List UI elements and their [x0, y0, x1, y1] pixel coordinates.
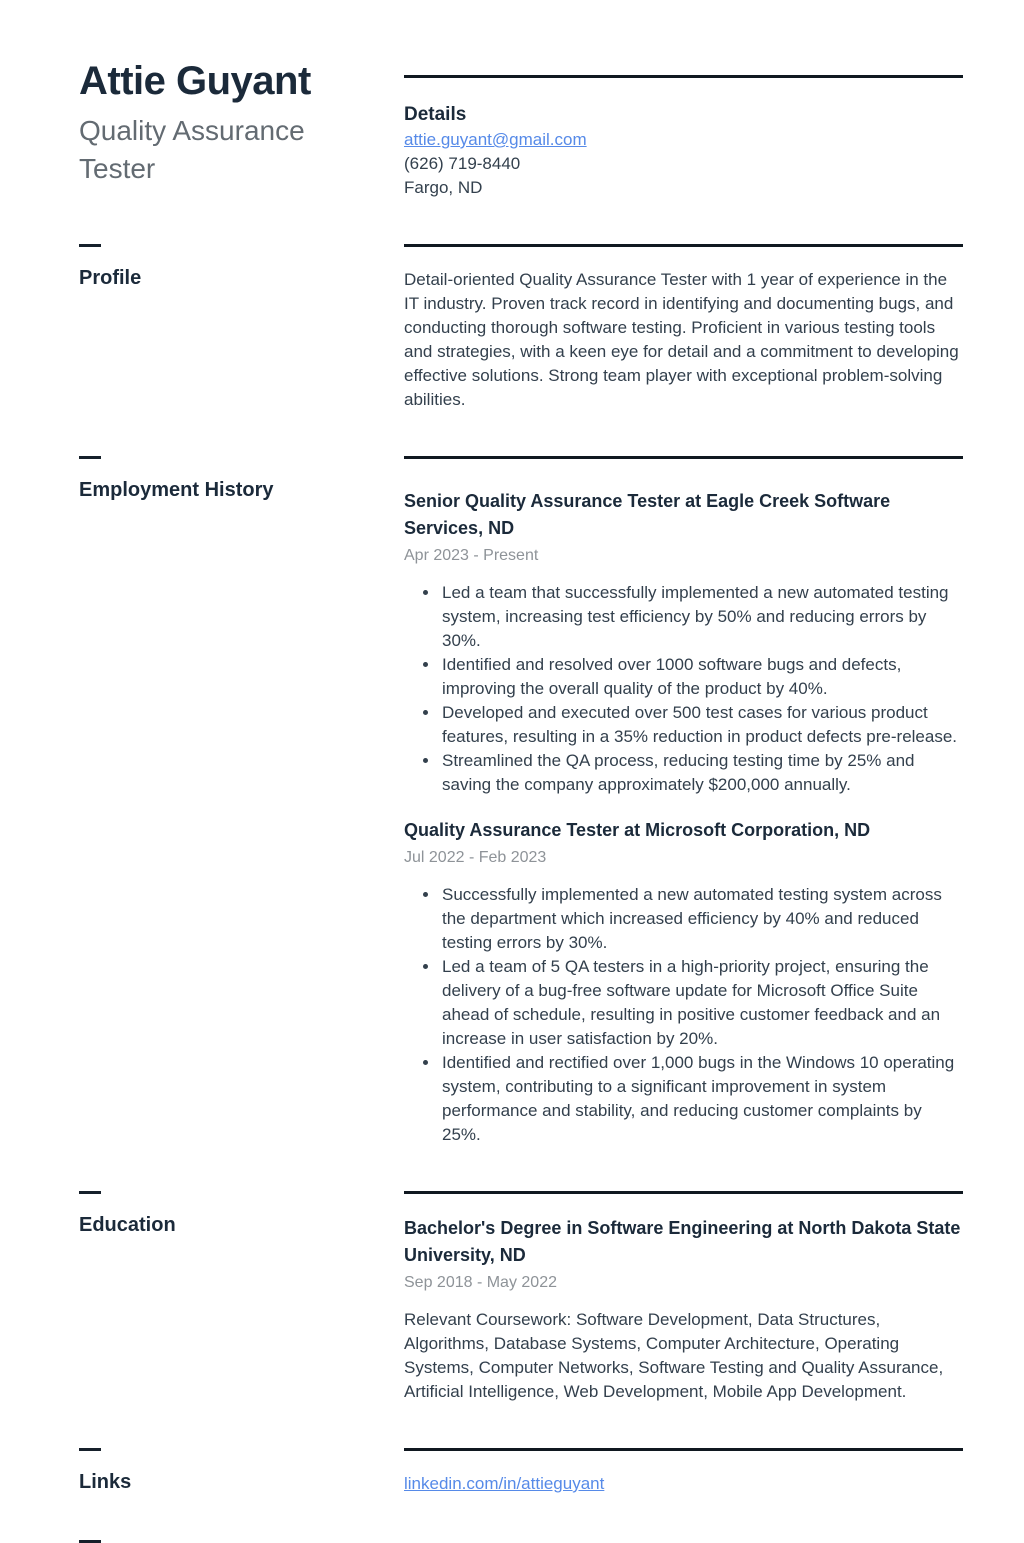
- job-bullet-list: [404, 883, 963, 1147]
- job-bullet-list: [404, 581, 963, 797]
- education-rule: [404, 1191, 963, 1194]
- details-block: [404, 75, 963, 200]
- profile-label: Profile: [79, 267, 142, 289]
- links-left: [79, 1448, 404, 1496]
- degree-description: Relevant Coursework: Software Development, Data Structures, Algorithms, Database Systems, Computer Architecture, Operating Systems, Computer Networks, Software Testing and Quality Assurance, Artificial Intelligence, Web Development, Mobile App Development.: [404, 1310, 944, 1401]
- job-bullet: • Led a team that successfully implemented a new automated testing system, increasing test efficiency by 50% and reducing errors by 30%.: [440, 581, 963, 653]
- degree-title: Bachelor's Degree in Software Engineering at North Dakota State University, ND: [404, 1218, 961, 1265]
- phone-line: (626) 719-8440: [404, 154, 521, 173]
- employment-right: [404, 456, 963, 1147]
- links-label: Links: [79, 1471, 132, 1493]
- email-line: [404, 128, 963, 152]
- education-dash-rule: [79, 1191, 101, 1194]
- linkedin-link[interactable]: linkedin.com/in/attieguyant: [404, 1474, 605, 1493]
- job-bullet: • Developed and executed over 500 test cases for various product features, resulting in a 35% reduction in product defects pre-release.: [440, 701, 963, 749]
- header-left: [79, 58, 404, 200]
- education-section: [79, 1191, 963, 1404]
- location-line: Fargo, ND: [404, 178, 483, 197]
- education-right: [404, 1191, 963, 1404]
- profile-rule: [404, 244, 963, 247]
- candidate-title: Quality Assurance Tester: [79, 115, 305, 184]
- header-section: [79, 58, 963, 200]
- header-right: [404, 58, 963, 200]
- email-link[interactable]: attie.guyant@gmail.com: [404, 130, 587, 149]
- details-rule: [404, 75, 963, 78]
- job-bullet: • Streamlined the QA process, reducing testing time by 25% and saving the company approximately $200,000 annually.: [440, 749, 963, 797]
- job-title: Senior Quality Assurance Tester at Eagle Creek Software Services, ND: [404, 491, 891, 538]
- education-content: [404, 1215, 963, 1404]
- profile-text: Detail-oriented Quality Assurance Tester with 1 year of experience in the IT industry. Proven track record in identifying and documenting bugs, and conducting thorough software testing. Proficient in various testing tools and strategies, with a keen eye for detail and a commitment to developing effective solutions. Strong team player with exceptional problem-solving abilities.: [404, 270, 959, 409]
- job-bullet: • Successfully implemented a new automated testing system across the department which increased efficiency by 40% and reduced testing errors by 30%.: [440, 883, 963, 955]
- employment-content: [404, 488, 963, 1147]
- employment-rule: [404, 456, 963, 459]
- education-left: [79, 1191, 404, 1404]
- profile-right: [404, 244, 963, 412]
- links-right: [404, 1448, 963, 1496]
- profile-left: [79, 244, 404, 412]
- degree-dates: Sep 2018 - May 2022: [404, 1274, 557, 1291]
- job-entry-2: [404, 817, 963, 1147]
- employment-section: [79, 456, 963, 1147]
- job-title: Quality Assurance Tester at Microsoft Corporation, ND: [404, 820, 871, 840]
- links-section: [79, 1448, 963, 1496]
- job-bullet: • Identified and rectified over 1,000 bugs in the Windows 10 operating system, contributing to a significant improvement in system performance and stability, and reducing customer complaints by 25%.: [440, 1051, 963, 1147]
- links-content: [404, 1472, 963, 1496]
- details-heading: Details: [404, 104, 467, 125]
- profile-dash-rule: [79, 244, 101, 247]
- links-rule: [404, 1448, 963, 1451]
- employment-left: [79, 456, 404, 1147]
- employment-dash-rule: [79, 456, 101, 459]
- profile-section: [79, 244, 963, 412]
- links-dash-rule: [79, 1448, 101, 1451]
- job-bullet: • Identified and resolved over 1000 software bugs and defects, improving the overall quality of the product by 40%.: [440, 653, 963, 701]
- job-dates: Apr 2023 - Present: [404, 547, 539, 564]
- employment-label: Employment History: [79, 479, 274, 501]
- candidate-name: Attie Guyant: [79, 59, 311, 103]
- education-label: Education: [79, 1214, 176, 1236]
- job-entry-1: [404, 488, 963, 797]
- job-dates: Jul 2022 - Feb 2023: [404, 849, 547, 866]
- job-bullet: • Led a team of 5 QA testers in a high-priority project, ensuring the delivery of a bug-free software update for Microsoft Office Suite ahead of schedule, resulting in positive customer feedback and an increase in user satisfaction by 20%.: [440, 955, 963, 1051]
